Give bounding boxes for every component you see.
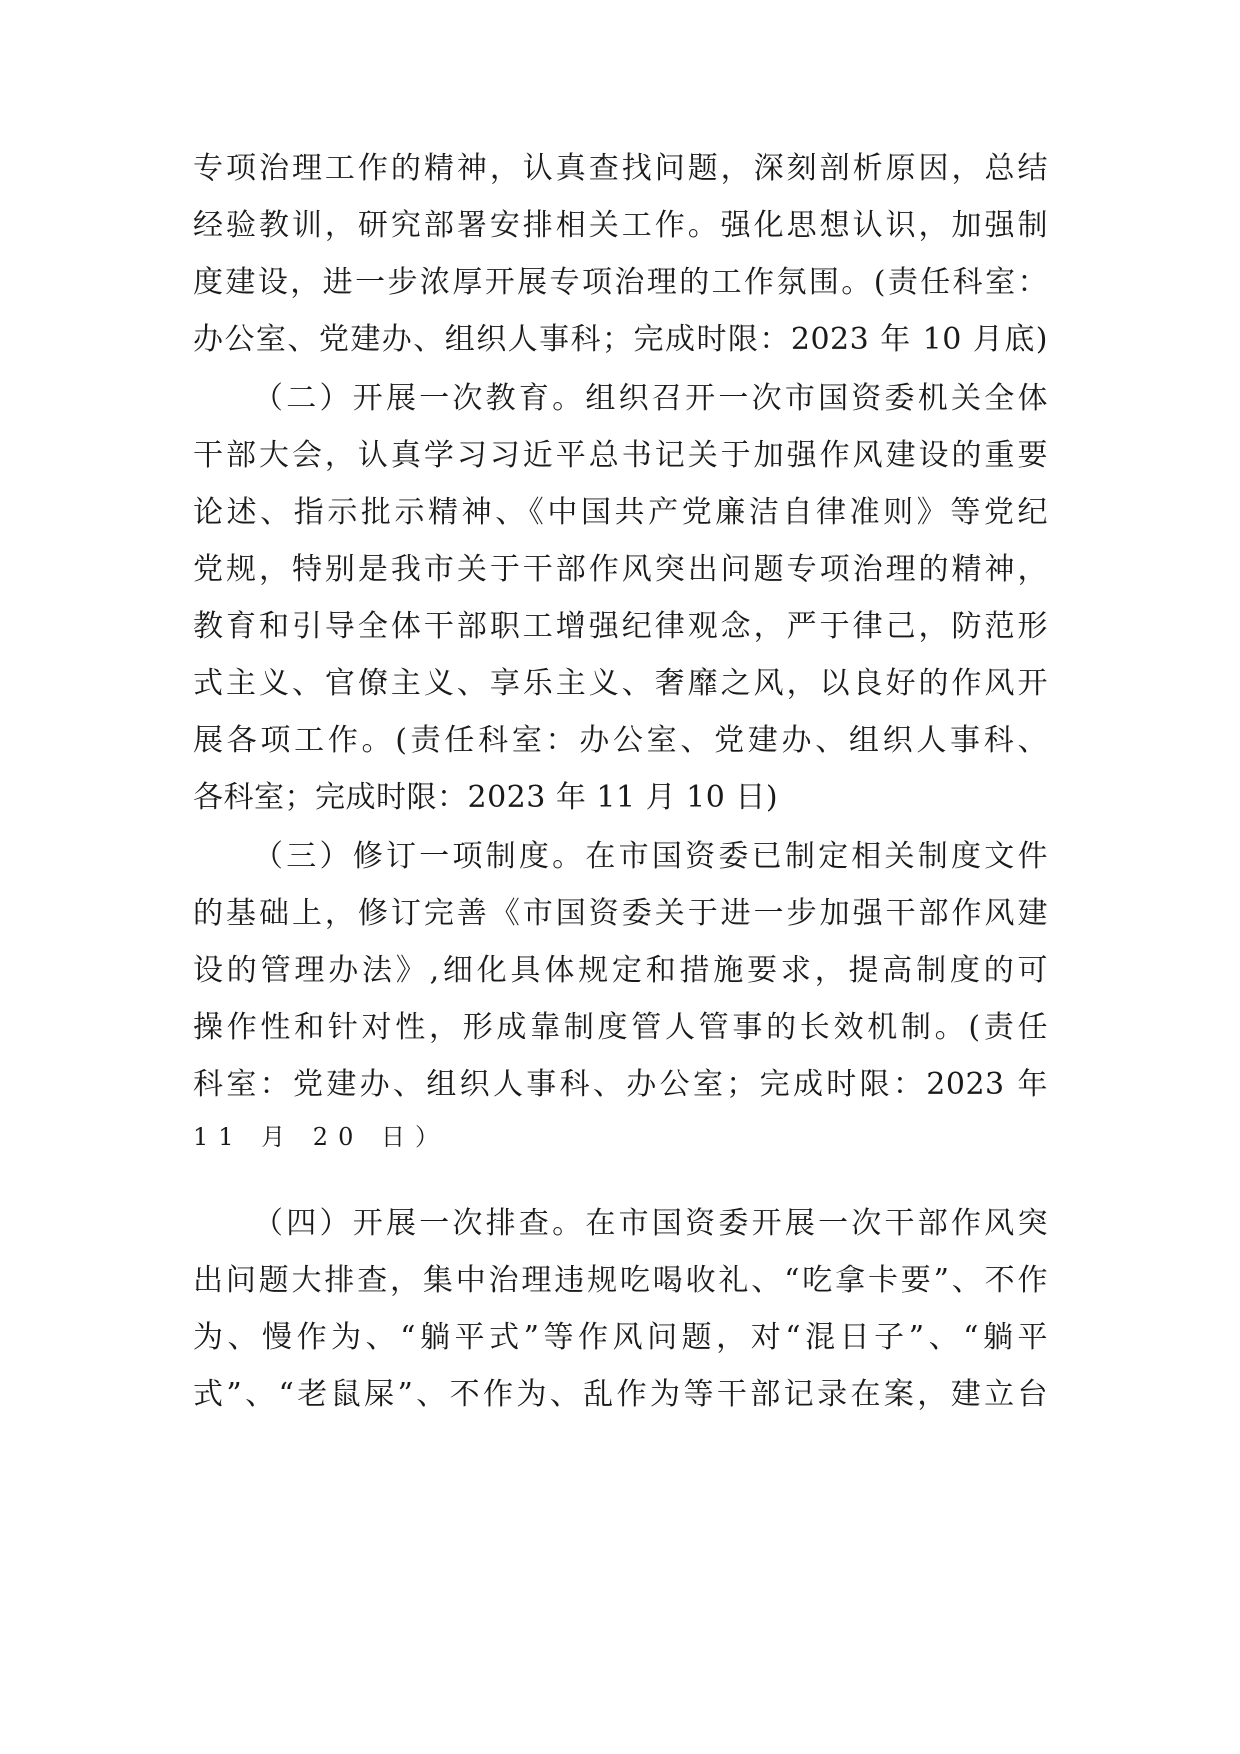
text-line: 办公室、党建办、组织人事科；完成时限：2023 年 10 月底) [193,322,1048,357]
text-line: 式”、“老鼠屎”、不作为、乱作为等干部记录在案，建立台 [193,1377,1048,1412]
text-line: 科室：党建办、组织人事科、办公室；完成时限：2023 年 [193,1067,1048,1102]
text-line: 经验教训，研究部署安排相关工作。强化思想认识，加强制 [193,208,1048,243]
text-line: 干部大会，认真学习习近平总书记关于加强作风建设的重要 [193,438,1048,473]
text-line: 论述、指示批示精神、《中国共产党廉洁自律准则》等党纪 [193,495,1048,530]
paragraph-4 [193,1195,1048,1423]
text-line: 的基础上，修订完善《市国资委关于进一步加强干部作风建 [193,896,1048,931]
text-line: 展各项工作。(责任科室：办公室、党建办、组织人事科、 [193,723,1048,758]
text-line: 度建设，进一步浓厚开展专项治理的工作氛围。(责任科室： [193,265,1048,300]
text-line: 教育和引导全体干部职工增强纪律观念，严于律己，防范形 [193,609,1048,644]
text-line: 11 月 20 日） [193,1123,449,1151]
paragraph-1 [193,140,1048,368]
text-line: 设的管理办法》,细化具体规定和措施要求，提高制度的可 [193,953,1048,988]
text-line: （四）开展一次排查。在市国资委开展一次干部作风突 [253,1206,1048,1241]
text-line: 式主义、官僚主义、享乐主义、奢靡之风，以良好的作风开 [193,666,1048,701]
paragraph-2 [193,370,1048,826]
text-line: 各科室；完成时限：2023 年 11 月 10 日) [193,780,779,815]
text-line: 专项治理工作的精神，认真查找问题，深刻剖析原因，总结 [193,151,1048,186]
paragraph-3 [193,828,1048,1161]
text-line: 为、慢作为、“躺平式”等作风问题，对“混日子”、“躺平 [193,1320,1048,1355]
text-line: 出问题大排查，集中治理违规吃喝收礼、“吃拿卡要”、不作 [193,1263,1048,1298]
text-line: （二）开展一次教育。组织召开一次市国资委机关全体 [253,381,1048,416]
text-line: 党规，特别是我市关于干部作风突出问题专项治理的精神， [193,552,1048,587]
text-line: （三）修订一项制度。在市国资委已制定相关制度文件 [253,839,1048,874]
text-line: 操作性和针对性，形成靠制度管人管事的长效机制。(责任 [193,1010,1048,1045]
